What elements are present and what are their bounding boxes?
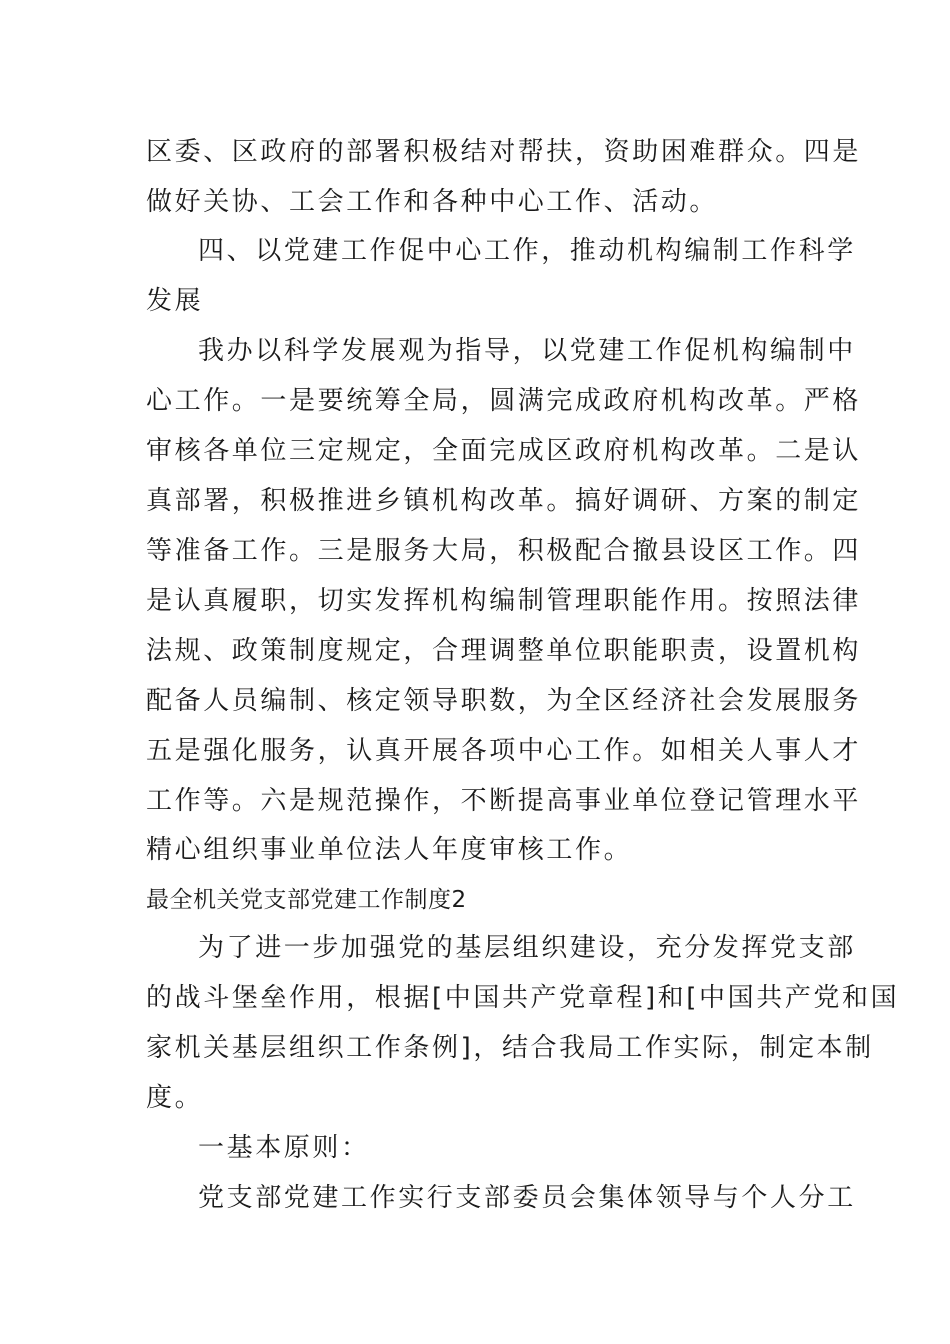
text-line: 家机关基层组织工作条例]，结合我局工作实际，制定本制 xyxy=(146,1033,874,1063)
text-line: 度。 xyxy=(146,1083,204,1113)
text-line: 等准备工作。三是服务大局，积极配合撤县设区工作。四 xyxy=(146,536,862,566)
section-heading: 四、以党建工作促中心工作，推动机构编制工作科学 xyxy=(198,236,856,266)
text-line: 区委、区政府的部署积极结对帮扶，资助困难群众。四是 xyxy=(146,137,862,167)
text-line: 审核各单位三定规定，全面完成区政府机构改革。二是认 xyxy=(146,436,862,466)
text-line: 心工作。一是要统筹全局，圆满完成政府机构改革。严格 xyxy=(146,386,862,416)
text-line: 五是强化服务，认真开展各项中心工作。如相关人事人才 xyxy=(146,736,862,766)
text-line: 真部署，积极推进乡镇机构改革。搞好调研、方案的制定 xyxy=(146,486,862,516)
text-line: 的战斗堡垒作用，根据[中国共产党章程]和[中国共产党和国 xyxy=(146,983,900,1013)
text-line: 精心组织事业单位法人年度审核工作。 xyxy=(146,835,633,865)
text-line: 做好关协、工会工作和各种中心工作、活动。 xyxy=(146,187,719,217)
text-line: 工作等。六是规范操作，不断提高事业单位登记管理水平 xyxy=(146,786,862,816)
section-heading-continued: 发展 xyxy=(146,286,204,316)
text-line: 法规、政策制度规定，合理调整单位职能职责，设置机构 xyxy=(146,636,862,666)
section-heading: 一基本原则： xyxy=(198,1133,370,1163)
document-title: 最全机关党支部党建工作制度2 xyxy=(146,887,467,913)
text-line: 配备人员编制、核定领导职数，为全区经济社会发展服务 xyxy=(146,686,862,716)
text-line: 党支部党建工作实行支部委员会集体领导与个人分工 xyxy=(198,1183,856,1213)
text-line: 是认真履职，切实发挥机构编制管理职能作用。按照法律 xyxy=(146,586,862,616)
text-line: 我办以科学发展观为指导，以党建工作促机构编制中 xyxy=(198,336,856,366)
text-line: 为了进一步加强党的基层组织建设，充分发挥党支部 xyxy=(198,933,856,963)
